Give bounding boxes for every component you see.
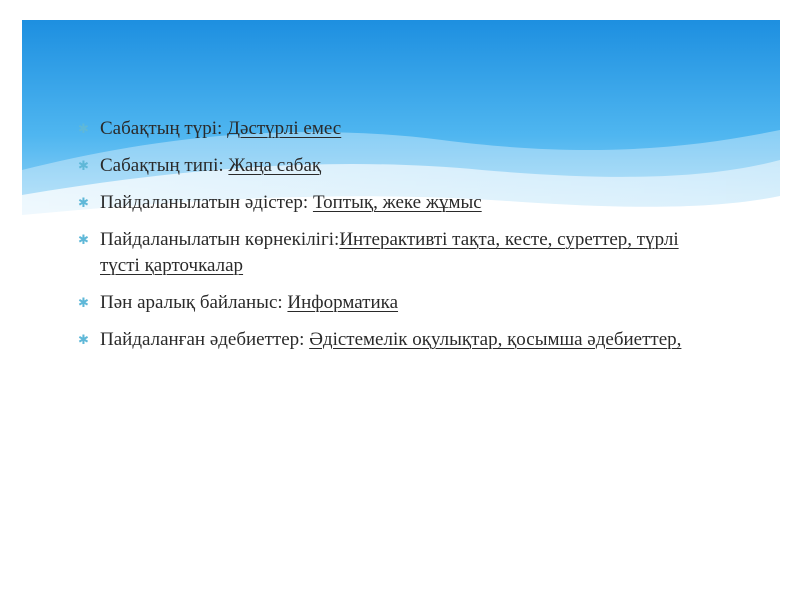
item-value: Әдістемелік оқулықтар, қосымша әдебиеттер, <box>309 329 682 350</box>
item-label: Пайдаланған әдебиеттер: <box>100 329 310 350</box>
list-item <box>78 327 718 353</box>
item-text <box>100 116 718 142</box>
list-item <box>78 116 718 142</box>
item-value: Дәстүрлі емес <box>227 118 342 139</box>
item-label: Пайдаланылатын әдістер: <box>100 192 313 213</box>
item-value: Топтық, жеке жұмыс <box>312 192 482 213</box>
item-label: Пән аралық байланыс: <box>100 292 288 313</box>
star-bullet-icon: ✱ <box>78 121 89 136</box>
star-bullet-icon: ✱ <box>78 195 89 210</box>
list-item <box>78 190 718 216</box>
item-text <box>100 290 718 316</box>
lesson-info-list <box>78 116 718 364</box>
item-text <box>100 153 718 179</box>
item-label: Сабақтың типі: <box>100 155 229 176</box>
star-bullet-icon: ✱ <box>78 232 89 247</box>
star-bullet-icon: ✱ <box>78 158 89 173</box>
item-value: Интерактивті тақта, кесте, суреттер, түрлі түсті қарточкалар <box>100 229 679 276</box>
item-text <box>100 227 718 279</box>
item-value: Информатика <box>287 292 399 313</box>
item-text <box>100 327 718 353</box>
item-value: Жаңа сабақ <box>228 155 322 176</box>
item-label: Сабақтың түрі: <box>100 118 228 139</box>
star-bullet-icon: ✱ <box>78 332 89 347</box>
list-item <box>78 227 718 279</box>
item-text <box>100 190 718 216</box>
star-bullet-icon: ✱ <box>78 295 89 310</box>
item-label: Пайдаланылатын көрнекілігі: <box>100 229 340 250</box>
list-item <box>78 290 718 316</box>
list-item <box>78 153 718 179</box>
